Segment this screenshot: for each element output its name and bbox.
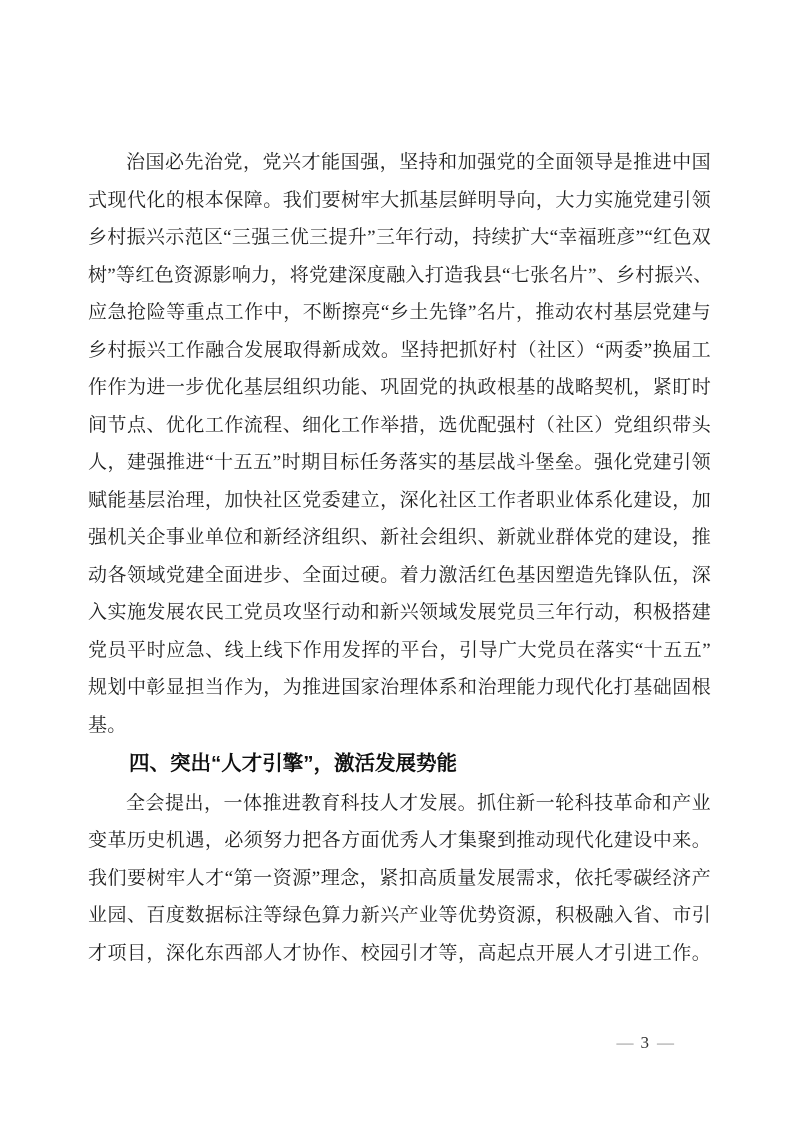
text-line: 人，建强推进“十五五”时期目标任务落实的基层战斗堡垒。强化党建引领 bbox=[88, 452, 711, 473]
text-line: 党员平时应急、线上线下作用发挥的平台，引导广大党员在落实“十五五” bbox=[88, 639, 711, 661]
text-line: 动各领域党建全面进步、全面过硬。着力激活红色基因塑造先锋队伍，深 bbox=[88, 564, 711, 586]
page-footer bbox=[617, 1032, 674, 1054]
text-line: 作作为进一步优化基层组织功能、巩固党的执政根基的战略契机，紧盯时 bbox=[88, 377, 711, 398]
footer-dash-left: — bbox=[616, 1033, 633, 1052]
text-line: 乡村振兴示范区“三强三优三提升”三年行动，持续扩大“幸福班彦”“红色双 bbox=[88, 227, 711, 248]
text-line: 规划中彰显担当作为，为推进国家治理体系和治理能力现代化打基础固根 bbox=[88, 677, 711, 698]
text-line: 我们要树牢人才“第一资源”理念，紧扣高质量发展需求，依托零碳经济产 bbox=[88, 867, 711, 889]
document-body bbox=[88, 144, 711, 972]
text-line: 乡村振兴工作融合发展取得新成效。坚持把抓好村（社区）“两委”换届工 bbox=[88, 339, 711, 361]
text-line: 业园、百度数据标注等绿色算力新兴产业等优势资源，积极融入省、市引 bbox=[88, 905, 711, 926]
text-line: 树”等红色资源影响力，将党建深度融入打造我县“七张名片”、乡村振兴、 bbox=[88, 264, 713, 286]
text-line: 入实施发展农民工党员攻坚行动和新兴领域发展党员三年行动，积极搭建 bbox=[88, 602, 711, 623]
text-line: 间节点、优化工作流程、细化工作举措，选优配强村（社区）党组织带头 bbox=[88, 414, 711, 436]
page-number: 3 bbox=[640, 1033, 649, 1052]
paragraph-talent bbox=[88, 785, 711, 973]
text-line: 强机关企事业单位和新经济组织、新社会组织、新就业群体党的建设，推 bbox=[88, 527, 711, 548]
section-heading-talent: 四、突出“人才引擎”，激活发展势能 bbox=[129, 752, 457, 775]
text-line: 应急抢险等重点工作中，不断擦亮“乡土先锋”名片，推动农村基层党建与 bbox=[88, 302, 711, 323]
paragraph-party-building bbox=[88, 144, 711, 744]
text-line: 赋能基层治理，加快社区党委建立，深化社区工作者职业体系化建设，加 bbox=[88, 489, 711, 511]
text-line: 基。 bbox=[88, 714, 127, 736]
text-line: 治国必先治党，党兴才能国强，坚持和加强党的全面领导是推进中国 bbox=[126, 152, 711, 173]
text-line: 式现代化的根本保障。我们要树牢大抓基层鲜明导向，大力实施党建引领 bbox=[88, 189, 711, 211]
text-line: 全会提出，一体推进教育科技人才发展。抓住新一轮科技革命和产业 bbox=[126, 792, 711, 814]
text-line: 变革历史机遇，必须努力把各方面优秀人才集聚到推动现代化建设中来。 bbox=[88, 830, 711, 851]
footer-dash-right: — bbox=[657, 1033, 673, 1052]
text-line: 才项目，深化东西部人才协作、校园引才等，高起点开展人才引进工作。 bbox=[88, 942, 711, 964]
